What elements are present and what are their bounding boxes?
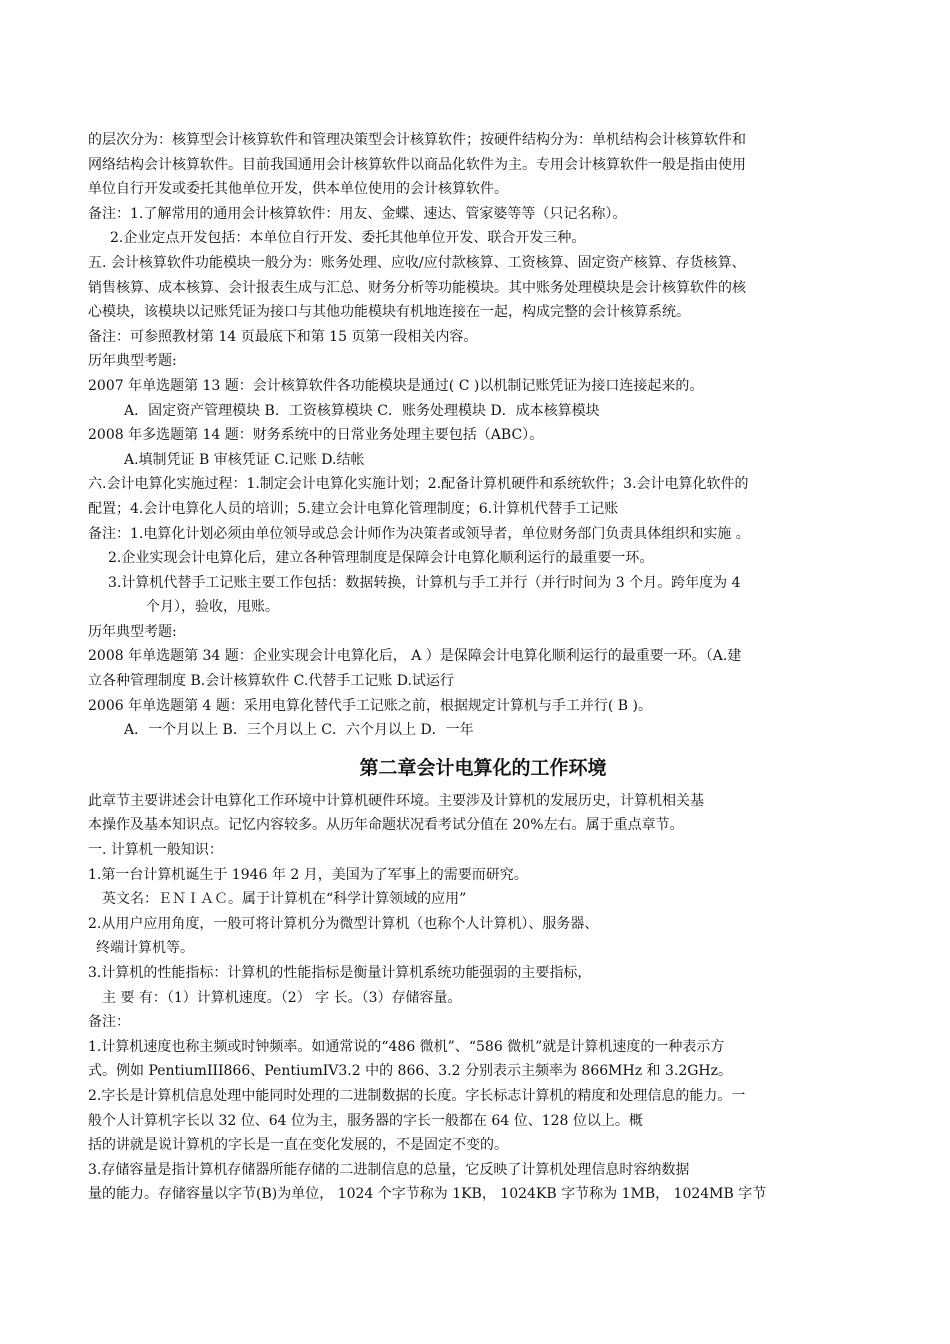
- note-line: 备注：1.电算化计划必须由单位领导或总会计师作为决策者或领导者，单位财务部门负责具体组织和实施 。: [88, 525, 750, 542]
- text-line: 此章节主要讲述会计电算化工作环境中计算机硬件环境。主要涉及计算机的发展历史，计算机相关基: [88, 792, 704, 809]
- text-line: 六.会计电算化实施过程：1.制定会计电算化实施计划；2.配备计算机硬件和系统软件；3.会计电算化软件的: [88, 476, 749, 493]
- text-line: 的层次分为：核算型会计核算软件和管理决策型会计核算软件；按硬件结构分为：单机结构会计核算软件和: [88, 132, 746, 148]
- text-line: 本操作及基本知识点。记忆内容较多。从历年命题状况看考试分值在 20%左右。属于重点章节。: [88, 817, 684, 834]
- exam-question: 2008 年单选题第 34 题：企业实现会计电算化后， A ）是保障会计电算化顺利运行的最重要一环。（A.建: [88, 648, 742, 665]
- text-line: 1.计算机速度也称主频或时钟频率。如通常说的“486 微机”、“586 微机”就是计算机速度的一种表示方: [88, 1038, 725, 1055]
- text-line: 量的能力。存储容量以字节(B)为单位， 1024 个字节称为 1KB， 1024KB 字节称为 1MB， 1024MB 字节: [88, 1186, 767, 1203]
- text-line: 网络结构会计核算软件。目前我国通用会计核算软件以商品化软件为主。专用会计核算软件一般是指由使用: [88, 156, 746, 173]
- text-line: 英文名：ＥＮＩＡＣ。属于计算机在“科学计算领域的应用”: [102, 891, 467, 908]
- text-line: 2.字长是计算机信息处理中能同时处理的二进制数据的长度。字长标志计算机的精度和处理信息的能力。一: [88, 1087, 746, 1104]
- text-line: 单位自行开发或委托其他单位开发，供本单位使用的会计核算软件。: [88, 181, 508, 198]
- text-line: 式。例如 PentiumIII866、PentiumIV3.2 中的 866、3.2 分别表示主频率为 866MHz 和 3.2GHz。: [88, 1063, 733, 1080]
- text-line: 3.存储容量是指计算机存储器所能存储的二进制信息的总量，它反映了计算机处理信息时容纳数据: [88, 1161, 690, 1178]
- exam-heading: 历年典型考题:: [88, 623, 177, 640]
- exam-options: A.填制凭证 B 审核凭证 C.记账 D.结帐: [124, 451, 365, 468]
- text-line: 五. 会计核算软件功能模块一般分为：账务处理、应收/应付款核算、工资核算、固定资产核算、存货核算、: [88, 254, 746, 271]
- note-line: 2.企业定点开发包括：本单位自行开发、委托其他单位开发、联合开发三种。: [110, 230, 586, 247]
- text-line: 心模块，该模块以记账凭证为接口与其他功能模块有机地连接在一起，构成完整的会计核算系统。: [88, 304, 690, 321]
- exam-options: A．一个月以上 B．三个月以上 C．六个月以上 D．一年: [124, 722, 474, 739]
- text-line: 般个人计算机字长以 32 位、64 位为主，服务器的字长一般都在 64 位、128 位以上。概: [88, 1112, 643, 1129]
- exam-question: 立各种管理制度 B.会计核算软件 C.代替手工记账 D.试运行: [88, 673, 454, 690]
- exam-options: A．固定资产管理模块 B．工资核算模块 C．账务处理模块 D．成本核算模块: [124, 402, 600, 419]
- text-line: 主 要 有：（1）计算机速度。（2） 字 长。（3）存储容量。: [102, 989, 462, 1006]
- note-line: 备注：: [88, 1014, 130, 1031]
- note-line: 备注：1.了解常用的通用会计核算软件：用友、金蝶、速达、管家婆等等（只记名称）。: [88, 205, 627, 222]
- note-line: 2.企业实现会计电算化后，建立各种管理制度是保障会计电算化顺利运行的最重要一环。: [108, 550, 654, 567]
- exam-question: 2007 年单选题第 13 题：会计核算软件各功能模块是通过( C )以机制记账凭证为接口连接起来的。: [88, 377, 704, 394]
- note-line: 个月），验收，甩账。: [146, 599, 279, 616]
- page-content: [88, 128, 878, 1207]
- text-line: 终端计算机等。: [96, 940, 194, 957]
- chapter-title: 第二章会计电算化的工作环境: [359, 756, 607, 779]
- exam-question: 2008 年多选题第 14 题：财务系统中的日常业务处理主要包括（ABC）。: [88, 427, 544, 444]
- text-line: 配置；4.会计电算化人员的培训；5.建立会计电算化管理制度；6.计算机代替手工记账: [88, 500, 619, 517]
- note-line: 备注：可参照教材第 14 页最底下和第 15 页第一段相关内容。: [88, 328, 478, 345]
- section-heading: 一. 计算机一般知识：: [88, 842, 223, 859]
- note-line: 3.计算机代替手工记账主要工作包括：数据转换，计算机与手工并行（并行时间为 3 个月。跨年度为 4: [108, 574, 741, 591]
- text-line: 2.从用户应用角度，一般可将计算机分为微型计算机（也称个人计算机）、服务器、: [88, 915, 599, 932]
- text-line: 3.计算机的性能指标：计算机的性能指标是衡量计算机系统功能强弱的主要指标，: [88, 965, 592, 981]
- text-line: 销售核算、成本核算、会计报表生成与汇总、财务分析等功能模块。其中账务处理模块是会计核算软件的核: [88, 279, 746, 296]
- exam-heading: 历年典型考题:: [88, 353, 177, 370]
- text-line: 括的讲就是说计算机的字长是一直在变化发展的，不是固定不变的。: [88, 1137, 508, 1154]
- exam-question: 2006 年单选题第 4 题：采用电算化替代手工记账之前，根据规定计算机与手工并行( B )。: [88, 697, 652, 714]
- text-line: 1.第一台计算机诞生于 1946 年 2 月，美国为了军事上的需要而研究。: [88, 866, 528, 883]
